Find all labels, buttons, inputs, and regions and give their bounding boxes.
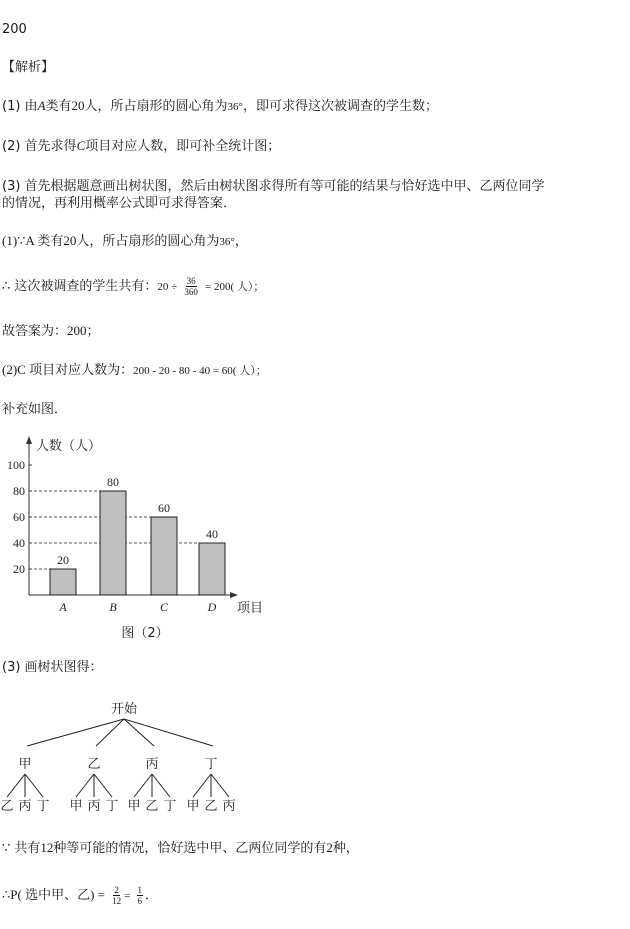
text-segment: ；: [86, 324, 100, 339]
x-axis-arrow: [230, 592, 238, 598]
text-segment: C: [76, 138, 86, 153]
solution-step-3: [2, 323, 100, 340]
text-segment: ，: [234, 234, 248, 249]
solution-step-8: [2, 885, 158, 906]
tree-leaf-node: 甲: [127, 799, 141, 814]
bar-C: [151, 517, 177, 595]
x-tick-label: C: [159, 600, 169, 614]
text-segment: 200 - 20 - 80 - 40 = 60( 人）；: [133, 365, 267, 377]
y-tick-label: 20: [13, 562, 25, 576]
chart-caption: 图（2）: [121, 626, 169, 640]
text-segment: 36°: [227, 101, 243, 113]
tree-leaf-node: 丁: [36, 799, 50, 814]
text-segment: =: [124, 890, 131, 902]
tree-branch: [211, 774, 229, 797]
tree-branch: [76, 774, 94, 797]
text-segment: 20: [63, 233, 77, 248]
analysis-point-3-line-2: 的情况，再利用概率公式即可求得答案．: [2, 196, 237, 211]
tree-branch: [152, 774, 170, 797]
tree-branch: [193, 774, 211, 797]
tree-leaf-node: 甲: [186, 799, 200, 814]
bar-value-label: 20: [57, 553, 69, 567]
tree-leaf-node: 丁: [105, 799, 119, 814]
bar-B: [100, 491, 126, 595]
text-segment: 20 ÷: [157, 281, 178, 293]
text-segment: ∴ 这次被调查的学生共有：: [2, 279, 158, 294]
solution-step-6: (3) 画树状图得：: [2, 660, 103, 675]
x-axis-label: 项目: [237, 601, 264, 616]
bar-value-label: 40: [206, 527, 218, 541]
text-segment: ∴P( 选中甲、乙) =: [2, 887, 105, 902]
tree-level1-node: 丁: [204, 757, 218, 772]
text-segment: 项目对应人数，即可补全统计图；: [85, 139, 281, 154]
text-segment: 20: [71, 98, 85, 113]
numerator: 2: [114, 885, 119, 895]
tree-branch: [7, 774, 25, 797]
solution-step-1: [2, 233, 248, 250]
denominator: 360: [184, 287, 198, 297]
solution-step-4: [2, 362, 267, 379]
text-segment: 200: [67, 323, 87, 338]
analysis-heading: 【解析】: [2, 60, 55, 75]
tree-diagram: [0, 698, 630, 818]
x-tick-label: B: [109, 600, 117, 614]
tree-level1-node: 丙: [145, 757, 159, 772]
text-segment: 类有: [45, 99, 72, 114]
bar-chart: [0, 430, 630, 640]
tree-branch: [94, 774, 112, 797]
fraction-36-over-360: [183, 276, 199, 297]
bar-value-label: 60: [158, 501, 170, 515]
numerator: 1: [137, 885, 142, 895]
text-segment: 2: [326, 840, 333, 855]
text-segment: 12: [40, 840, 54, 855]
x-tick-label: D: [207, 600, 217, 614]
tree-leaf-node: 丙: [18, 799, 32, 814]
fraction-2-over-12: [111, 885, 122, 906]
text-segment: ，即可求得这次被调查的学生数；: [242, 99, 438, 114]
denominator: 12: [112, 896, 122, 906]
text-segment: 种，: [332, 841, 359, 856]
text-segment: ∵ 共有: [2, 841, 41, 856]
tree-leaf-node: 乙: [145, 799, 159, 814]
fraction-1-over-6: [137, 885, 144, 906]
tree-leaf-node: 丙: [222, 799, 236, 814]
tree-branch: [124, 719, 213, 746]
tree-leaf-node: 甲: [69, 799, 83, 814]
bar-A: [50, 569, 76, 595]
text-segment: (1)∵A 类有: [2, 233, 64, 248]
y-axis-label: 人数（人）: [36, 439, 102, 454]
tree-leaf-node: 乙: [0, 799, 14, 814]
y-tick-label: 40: [13, 536, 25, 550]
bar-D: [199, 543, 225, 595]
text-segment: 人，所占扇形的圆心角为: [84, 99, 228, 114]
y-tick-label: 60: [13, 510, 25, 524]
text-segment: = 200( 人）；: [204, 281, 265, 293]
text-segment: 36°: [219, 236, 235, 248]
text-segment: 故答案为：: [2, 324, 68, 339]
text-segment: 人，所占扇形的圆心角为: [76, 234, 220, 249]
solution-step-5: 补充如图．: [2, 402, 68, 417]
analysis-point-1: [2, 98, 438, 115]
text-segment: (2) 首先求得: [2, 139, 77, 154]
text-segment: ．: [145, 888, 159, 903]
analysis-point-2: [2, 138, 280, 155]
y-tick-label: 80: [13, 484, 25, 498]
tree-leaf-node: 丙: [87, 799, 101, 814]
tree-level1-node: 甲: [18, 757, 32, 772]
solution-step-2: [2, 276, 264, 297]
tree-leaf-node: 丁: [163, 799, 177, 814]
tree-leaf-node: 乙: [204, 799, 218, 814]
y-axis-arrow: [26, 436, 32, 444]
text-segment: (2)C 项目对应人数为：: [2, 362, 134, 377]
text-segment: 种等可能的情况，恰好选中甲、乙两位同学的有: [53, 841, 327, 856]
denominator: 6: [137, 896, 142, 906]
tree-branch: [25, 774, 43, 797]
bar-value-label: 80: [107, 475, 119, 489]
analysis-point-3-line-1: (3) 首先根据题意画出树状图，然后由树状图求得所有等可能的结果与恰好选中甲、乙两位同学: [2, 179, 545, 194]
solution-step-7: [2, 840, 359, 857]
tree-root-label: 开始: [110, 702, 138, 717]
text-segment: A: [37, 98, 46, 113]
tree-level1-node: 乙: [87, 757, 101, 772]
x-tick-label: A: [59, 600, 67, 614]
y-tick-label: 100: [7, 458, 25, 472]
answer-value: 200: [2, 22, 27, 37]
numerator: 36: [186, 276, 196, 286]
text-segment: (1) 由: [2, 99, 38, 114]
tree-branch: [134, 774, 152, 797]
